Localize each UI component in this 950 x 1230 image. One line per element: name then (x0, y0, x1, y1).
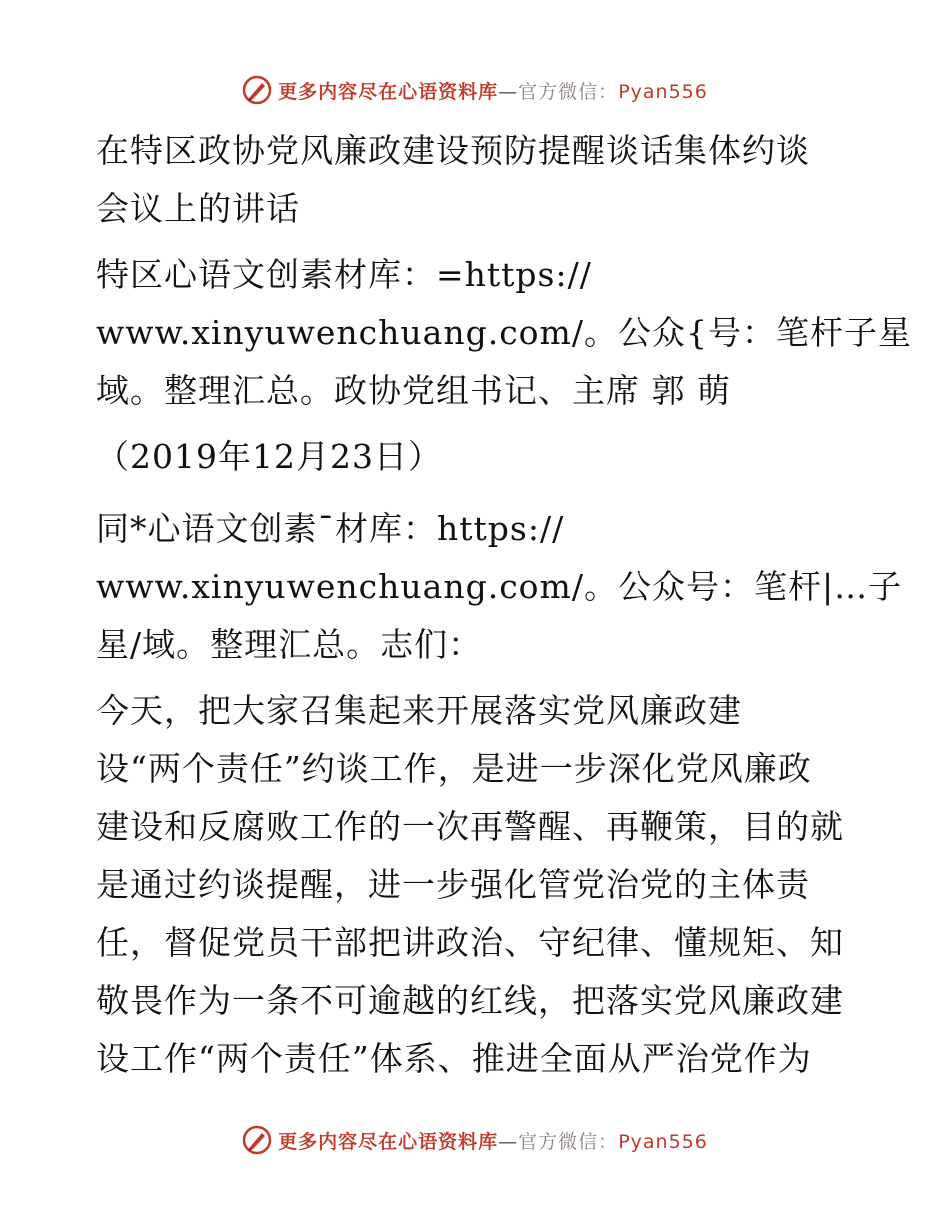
text-line: 域。整理汇总。政协党组书记、主席 郭 萌 (96, 371, 731, 410)
watermark-dash: — (498, 1130, 519, 1153)
text-line: 设工作“两个责任”体系、推进全面从严治党作为 (96, 1039, 812, 1078)
document-body (96, 122, 912, 1088)
text-line: 特区心语文创素材库：=https:// (96, 255, 592, 294)
text-line: 设“两个责任”约谈工作，是进一步深化党风廉政 (96, 749, 812, 788)
source-note (96, 246, 912, 420)
title-line: 会议上的讲话 (96, 189, 300, 228)
speech-date (96, 428, 856, 486)
date-line: （2019年12月23日） (96, 437, 442, 476)
text-line: 同*心语文创素¯材库：https:// (96, 509, 565, 548)
text-line: 星/域。整理汇总。志们： (96, 625, 483, 664)
text-line: www.xinyuwenchuang.com/。公众号：笔杆|…子 (96, 567, 903, 606)
watermark-text (278, 77, 708, 104)
title-line: 在特区政协党风廉政建设预防提醒谈话集体约谈 (96, 131, 810, 170)
watermark-site: 更多内容尽在心语资料库 (278, 1130, 499, 1153)
body-paragraph (96, 682, 856, 1088)
source-note-salutation (96, 500, 903, 674)
footer-watermark (0, 1120, 950, 1160)
text-line: 是通过约谈提醒，进一步强化管党治党的主体责 (96, 865, 810, 904)
text-line: 今天，把大家召集起来开展落实党风廉政建 (96, 691, 742, 730)
document-title (96, 122, 856, 238)
pen-logo-icon (242, 75, 272, 105)
text-line: www.xinyuwenchuang.com/。公众{号：笔杆子星 (96, 313, 912, 352)
pen-logo-icon (242, 1125, 272, 1155)
watermark-account: Pyan556 (618, 80, 708, 103)
watermark-text (278, 1127, 708, 1154)
watermark-site: 更多内容尽在心语资料库 (278, 80, 499, 103)
header-watermark (0, 70, 950, 110)
text-line: 敬畏作为一条不可逾越的红线，把落实党风廉政建 (96, 981, 844, 1020)
text-line: 建设和反腐败工作的一次再警醒、再鞭策，目的就 (96, 807, 844, 846)
watermark-label: 官方微信： (518, 1130, 619, 1153)
text-line: 任，督促党员干部把讲政治、守纪律、懂规矩、知 (96, 923, 844, 962)
watermark-dash: — (498, 80, 519, 103)
watermark-account: Pyan556 (618, 1130, 708, 1153)
watermark-label: 官方微信： (518, 80, 619, 103)
